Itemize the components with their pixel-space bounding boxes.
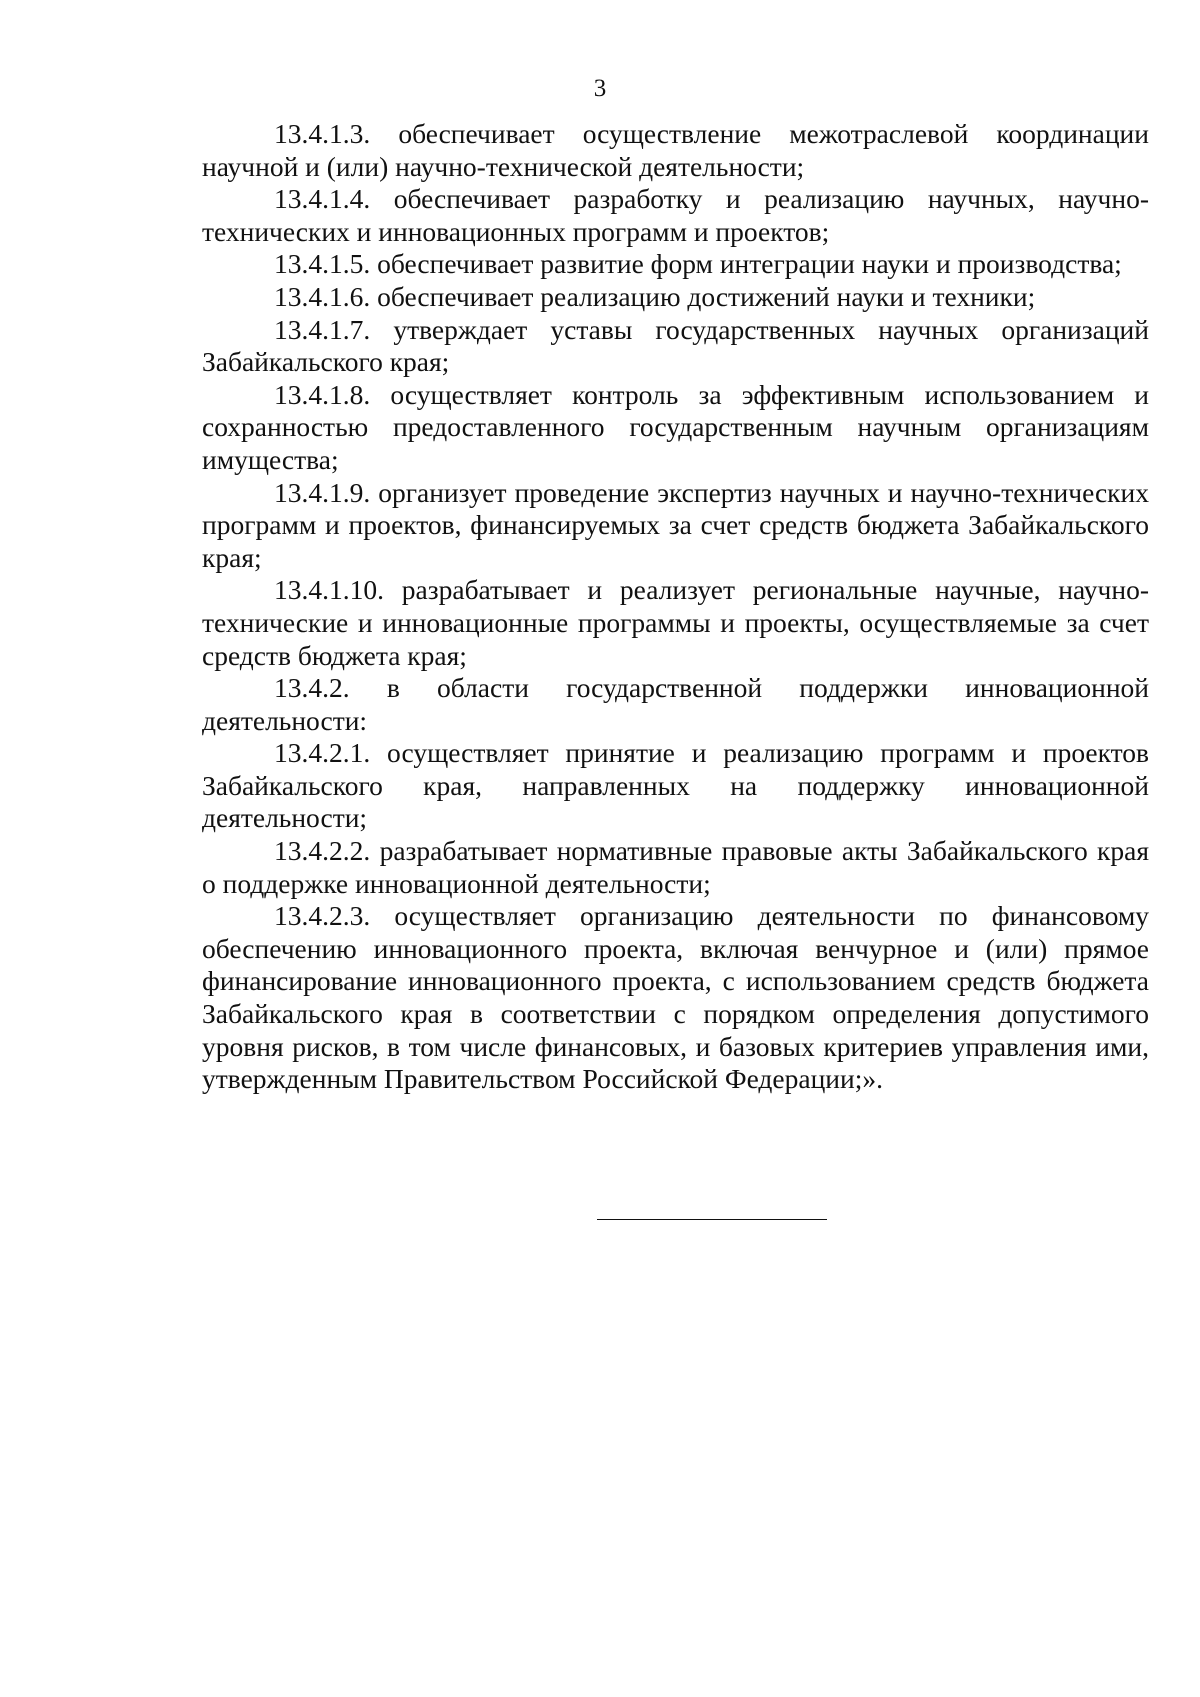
paragraph-13-4-1-9: 13.4.1.9. организует проведение экспертиз научных и научно-технических программ и проектов, финансируемых за счет средств бюджета Забайкальского края;: [202, 476, 1149, 573]
paragraph-13-4-1-7: 13.4.1.7. утверждает уставы государственных научных организаций Забайкальского края;: [202, 313, 1149, 378]
paragraph-13-4-2: 13.4.2. в области государственной поддержки инновационной деятельности:: [202, 672, 1149, 736]
paragraph-13-4-1-5: 13.4.1.5. обеспечивает развитие форм интеграции науки и производства;: [274, 248, 1122, 280]
page-number: 3: [593, 75, 607, 102]
paragraph-13-4-1-4: 13.4.1.4. обеспечивает разработку и реализацию научных, научно-технических и инновационных программ и проектов;: [202, 183, 1149, 247]
paragraph-13-4-2-2: 13.4.2.2. разрабатывает нормативные правовые акты Забайкальского края о поддержке инновационной деятельности;: [202, 835, 1149, 899]
paragraph-13-4-2-1: 13.4.2.1. осуществляет принятие и реализацию программ и проектов Забайкальского края, направленных на поддержку инновационной деятельности;: [202, 737, 1149, 834]
paragraph-13-4-2-3: 13.4.2.3. осуществляет организацию деятельности по финансовому обеспечению инновационного проекта, включая венчурное и (или) прямое финансирование инновационного проекта, с использованием средств бюджета Забайкальского края в соответствии с порядком определения допустимого уровня рисков, в том числе финансовых, и базовых критериев управления ими, утвержденным Правительством Российской Федерации;».: [202, 900, 1149, 1095]
paragraph-13-4-1-6: 13.4.1.6. обеспечивает реализацию достижений науки и техники;: [274, 280, 1036, 312]
document-body: [202, 118, 1149, 1096]
paragraph-13-4-1-8: 13.4.1.8. осуществляет контроль за эффективным использованием и сохранностью предоставленного государственным научным организациям имущества;: [202, 378, 1149, 475]
paragraph-13-4-1-3: 13.4.1.3. обеспечивает осуществление межотраслевой координации научной и (или) научно-технической деятельности;: [202, 118, 1149, 182]
paragraph-13-4-1-10: 13.4.1.10. разрабатывает и реализует региональные научные, научно-технические и инновационные программы и проекты, осуществляемые за счет средств бюджета края;: [202, 574, 1149, 671]
end-separator-line: [597, 1219, 827, 1220]
